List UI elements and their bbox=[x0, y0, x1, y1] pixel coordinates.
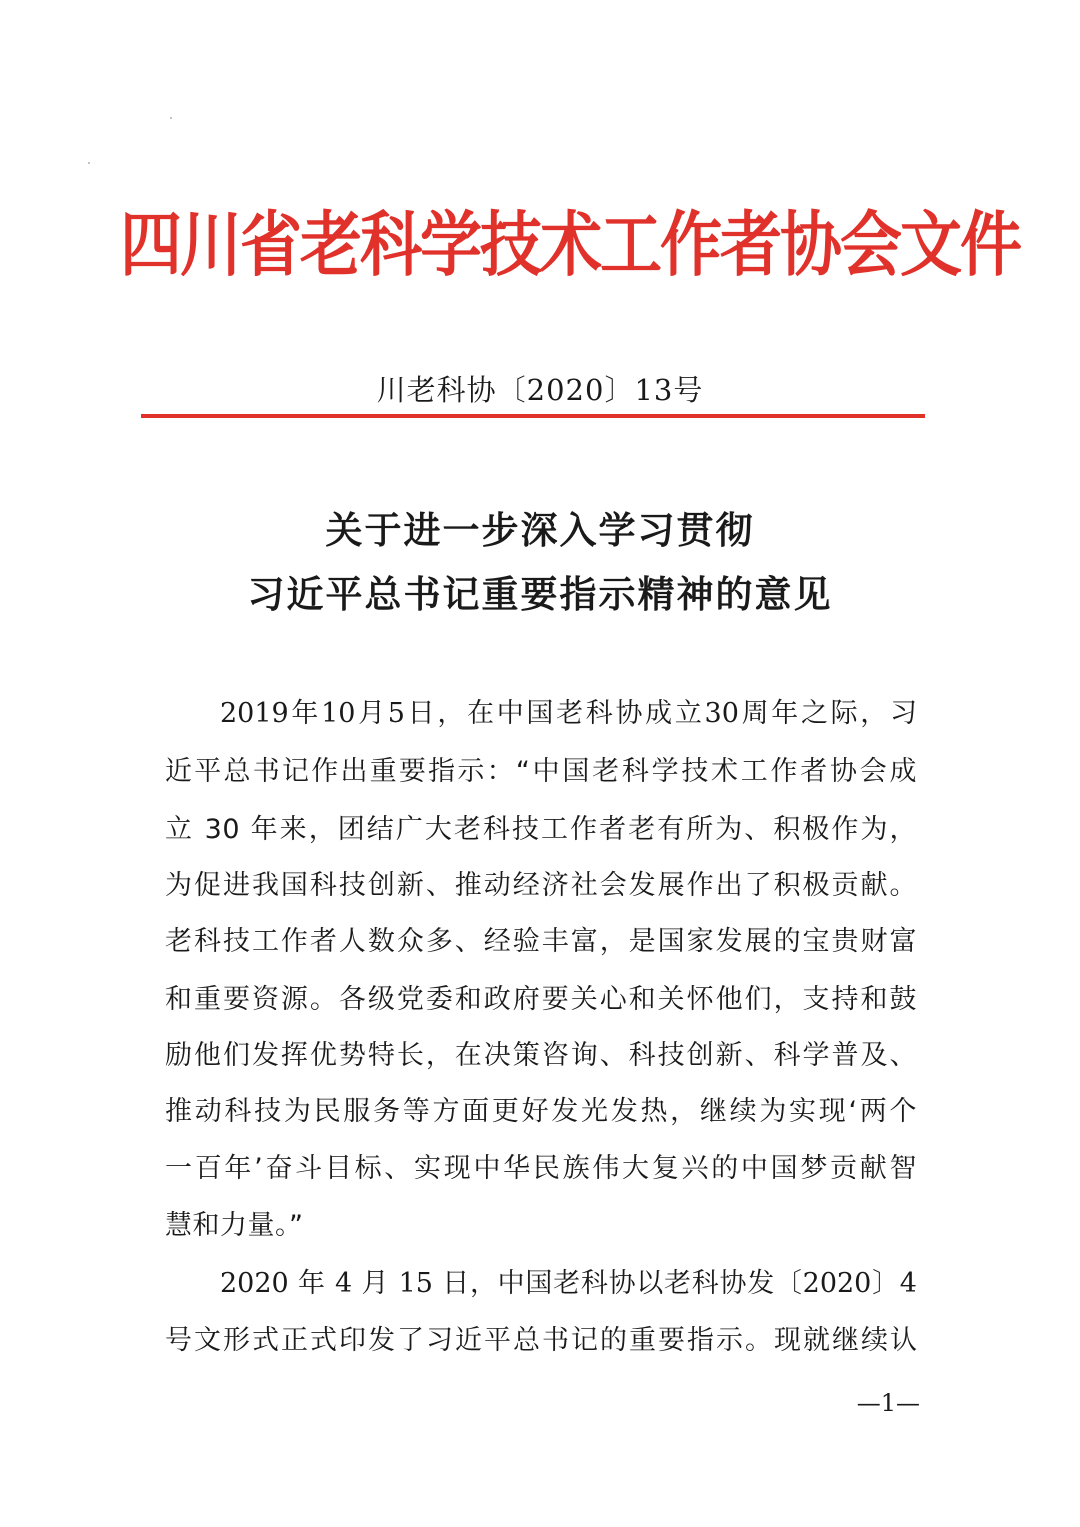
document-title-line-2: 习近平总书记重要指示精神的意见 bbox=[247, 572, 833, 616]
page-number: —1— bbox=[856, 1389, 920, 1417]
body-line: 老科技工作者人数众多、经验丰富，是国家发展的宝贵财富 bbox=[165, 926, 917, 957]
body-line: 2020 年 4 月 15 日，中国老科协以老科协发〔2020〕4 bbox=[220, 1268, 917, 1299]
body-line: 号文形式正式印发了习近平总书记的重要指示。现就继续认 bbox=[165, 1325, 917, 1356]
document-number: 川老科协〔2020〕13号 bbox=[376, 373, 704, 407]
body-line: 慧和力量。” bbox=[165, 1210, 304, 1241]
body-line: 2019年10月5日，在中国老科协成立30周年之际，习 bbox=[220, 698, 917, 729]
body-line: 立 30 年来，团结广大老科技工作者老有所为、积极作为， bbox=[165, 814, 917, 845]
masthead-title: 四川省老科学技术工作者协会文件 bbox=[120, 202, 1021, 287]
body-line-segment: 近平总书记作出重要指示： bbox=[165, 756, 516, 787]
scan-speck bbox=[170, 117, 172, 119]
body-line: 推动科技为民服务等方面更好发光发热，继续为实现‘两个 bbox=[165, 1096, 917, 1127]
scan-speck bbox=[88, 162, 90, 164]
document-title-line-1: 关于进一步深入学习贯彻 bbox=[325, 508, 755, 552]
red-divider-line bbox=[141, 414, 925, 418]
quote-segment: “中国老科学技术工作者协会成 bbox=[515, 756, 917, 787]
body-line bbox=[165, 752, 917, 792]
body-line: 为促进我国科技创新、推动经济社会发展作出了积极贡献。 bbox=[165, 870, 917, 901]
body-line: 一百年’奋斗目标、实现中华民族伟大复兴的中国梦贡献智 bbox=[165, 1153, 917, 1184]
body-line: 励他们发挥优势特长，在决策咨询、科技创新、科学普及、 bbox=[165, 1040, 917, 1071]
body-line: 和重要资源。各级党委和政府要关心和关怀他们，支持和鼓 bbox=[165, 984, 917, 1015]
